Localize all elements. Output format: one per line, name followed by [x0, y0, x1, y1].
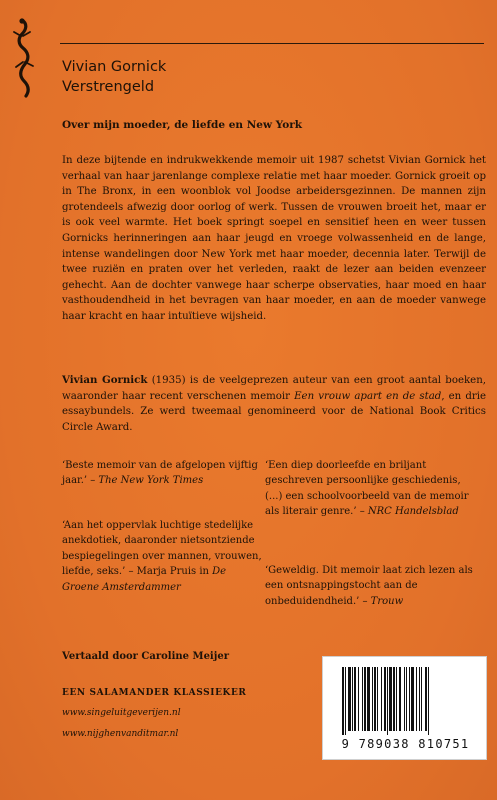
barcode-bar	[399, 667, 401, 731]
book-header	[62, 57, 166, 97]
barcode-bar	[372, 667, 373, 731]
salamander-logo-icon	[8, 18, 42, 98]
barcode-bar	[421, 667, 422, 731]
review-quote: ‘Beste memoir van de afgelopen vijftig jaar.’ – The New York Times	[62, 460, 258, 487]
barcode-bar	[377, 667, 378, 731]
quote-source: The New York Times	[98, 475, 204, 487]
quote-source: De Groene Amsterdammer	[62, 566, 227, 593]
barcode-bar	[411, 667, 414, 731]
barcode-bar	[404, 667, 405, 731]
series-label: EEN SALAMANDER KLASSIEKER	[62, 688, 247, 698]
barcode-bar	[354, 667, 356, 731]
bio-name: Vivian Gornick	[62, 374, 148, 386]
review-quote: ‘Aan het oppervlak luchtige stedelijke anekdotiek, daaronder nietsontziende bespiegelingen over mannen, vrouwen, liefde, seks.’ – Marja Pruis in De Groene Amsterdammer	[62, 520, 262, 593]
barcode-bar	[384, 667, 386, 731]
book-subtitle: Over mijn moeder, de liefde en New York	[62, 119, 303, 131]
review-quote: ‘Geweldig. Dit memoir laat zich lezen als een ontsnappingstocht aan de onbeduidendheid.’ – Trouw	[265, 565, 473, 607]
barcode-bar	[358, 667, 359, 731]
barcode-bar	[428, 667, 429, 735]
book-title: Verstrengeld	[62, 79, 155, 95]
isbn-number: 9 789038 810751	[341, 737, 470, 751]
barcode-bar	[381, 667, 382, 731]
barcode-bar	[374, 667, 376, 731]
description-paragraph: In deze bijtende en indrukwekkende memoir uit 1987 schetst Vivian Gornick het verhaal van haar jarenlange complexe relatie met haar moeder. Gornick groeit op in The Bronx, in een woonblok vol Joodse arbeidersgezinnen. De mannen zijn grotendeels afwezig door oorlog of werk. Tussen de vrouwen broeit het, maar er is ook veel warmte. Het boek springt soepel en sensitief heen en weer tussen Gornicks herinneringen aan haar jeugd en vroege volwassenheid en de lange, intense wandelingen door New York met haar moeder, decennia later. Terwijl de twee ruziën en praten over het verleden, raakt de lezer aan beiden evenzeer gehecht. Aan de dochter vanwege haar scherpe observaties, haar moed en haar vasthoudendheid in het bevragen van haar moeder, en aan de moeder vanwege haar kracht en haar intuïtieve wijsheid.	[62, 155, 486, 322]
barcode-bars-icon	[341, 667, 470, 735]
barcode-bar	[425, 667, 427, 731]
publisher-url[interactable]: www.nijghenvanditmar.nl	[62, 729, 179, 739]
publisher-url[interactable]: www.singeluitgeverijen.nl	[62, 708, 181, 718]
barcode-bar	[342, 667, 344, 735]
author-name: Vivian Gornick	[62, 59, 167, 75]
barcode-bar	[393, 667, 395, 731]
quote-source: Trouw	[370, 595, 404, 607]
author-bio	[62, 373, 486, 435]
barcode-bar	[367, 667, 370, 731]
quote-source: NRC Handelsblad	[367, 506, 459, 518]
bio-text-1: (1935) is de veelgeprezen auteur van een groot aantal boeken, waaronder haar recent verschenen memoir	[62, 375, 486, 402]
bio-book-title: Een vrouw apart en de stad	[294, 390, 442, 402]
barcode-bar	[362, 667, 363, 731]
barcode-bar	[387, 667, 388, 735]
barcode-bar	[364, 667, 366, 731]
header-rule	[60, 43, 484, 44]
review-quote: ‘Een diep doorleefde en briljant geschreven persoonlijke geschiedenis, (...) een schoolvoorbeeld van de memoir als literair genre.’ – NRC Handelsblad	[265, 460, 469, 518]
bio-text-2: , en drie essaybundels. Ze werd tweemaal genomineerd voor de National Book Critics Circle Award.	[62, 390, 486, 433]
barcode-bar	[396, 667, 397, 731]
barcode	[322, 656, 487, 760]
barcode-bar	[352, 667, 353, 731]
barcode-bar	[416, 667, 417, 731]
barcode-bar	[409, 667, 410, 731]
translator-credit: Vertaald door Caroline Meijer	[62, 651, 229, 662]
barcode-bar	[345, 667, 346, 735]
barcode-bar	[406, 667, 407, 731]
barcode-bar	[389, 667, 392, 731]
barcode-bar	[348, 667, 351, 731]
barcode-bar	[419, 667, 420, 731]
